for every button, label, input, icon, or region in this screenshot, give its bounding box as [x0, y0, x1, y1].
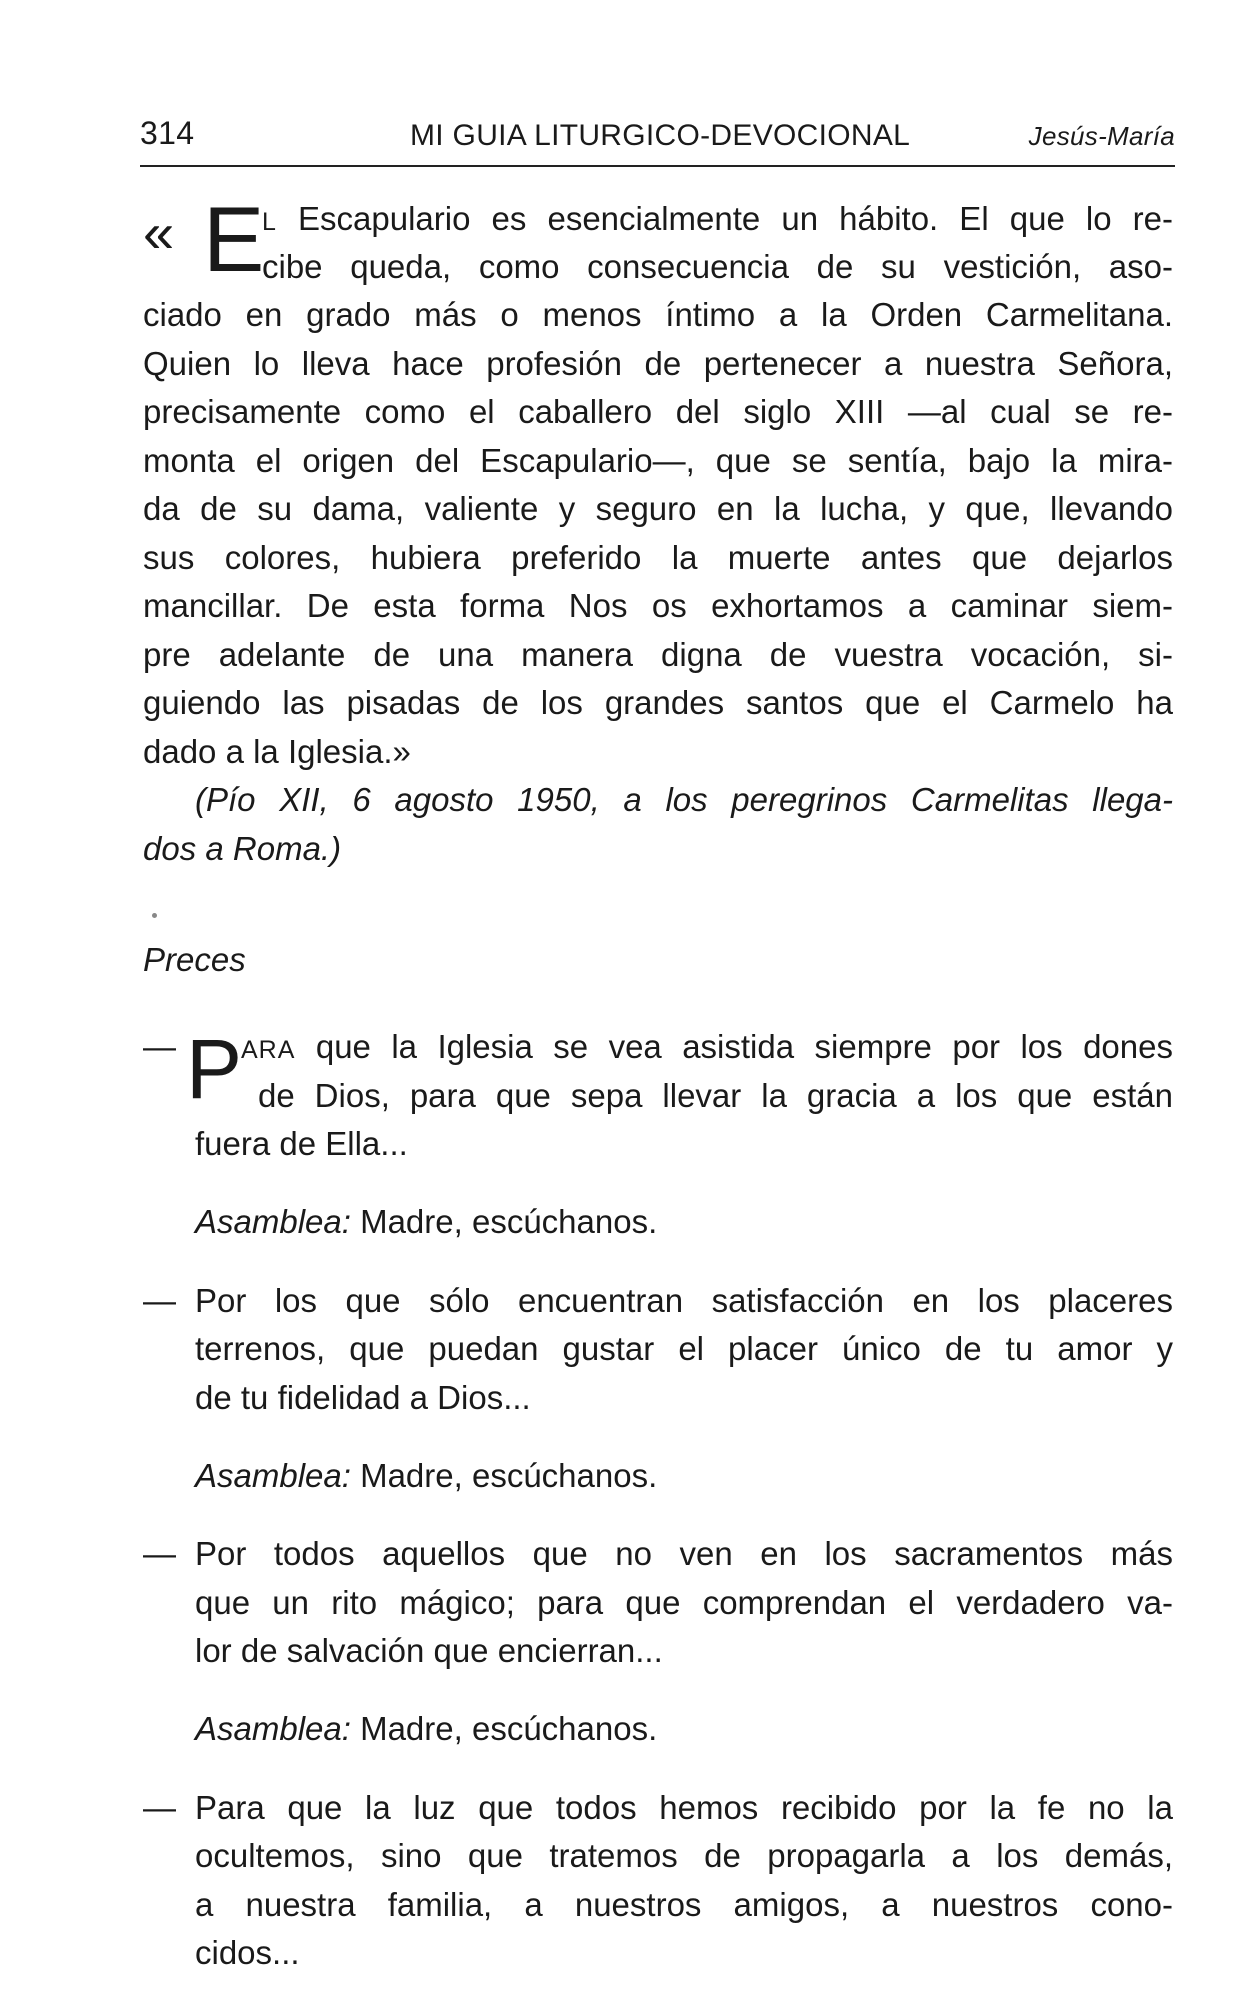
bullet-dash: — — [143, 1535, 176, 1572]
quote-line-1 — [262, 200, 1173, 241]
running-right-label: Jesús-María — [1028, 121, 1175, 151]
prayer-1-line-1-text: que la Iglesia se vea asistida siempre por los dones — [315, 1028, 1173, 1065]
response-1 — [195, 1203, 1173, 1241]
bullet-dash: — — [143, 1282, 176, 1319]
preces-heading: Preces — [143, 941, 246, 978]
drop-cap-p: P — [186, 1022, 243, 1116]
response-label: Asamblea: — [195, 1457, 351, 1494]
prayer-1-line-1 — [241, 1028, 1173, 1069]
response-label: Asamblea: — [195, 1203, 351, 1240]
quote-line: pre adelante de una manera digna de vuestra vocación, si- — [143, 636, 1173, 673]
prayer-4-line: a nuestra familia, a nuestros amigos, a nuestros cono- — [195, 1886, 1173, 1923]
quote-line: ciado en grado más o menos íntimo a la Orden Carmelitana. — [143, 296, 1173, 333]
citation-line-1: (Pío XII, 6 agosto 1950, a los peregrinos Carmelitas llega- — [195, 781, 1173, 818]
prayer-1-line-3: fuera de Ella... — [195, 1125, 408, 1162]
response-text: Madre, escúchanos. — [360, 1457, 658, 1494]
quote-line: Quien lo lleva hace profesión de pertenecer a nuestra Señora, — [143, 345, 1173, 382]
quote-line-2: cibe queda, como consecuencia de su vestición, aso- — [262, 248, 1173, 285]
citation-line-2: dos a Roma.) — [143, 830, 342, 867]
quote-line: precisamente como el caballero del siglo XIII —al cual se re- — [143, 393, 1173, 430]
prayer-4-line: ocultemos, sino que tratemos de propagarla a los demás, — [195, 1837, 1173, 1874]
running-title: MI GUIA LITURGICO-DEVOCIONAL — [410, 119, 911, 152]
speck — [152, 913, 157, 918]
prayer-4-line: cidos... — [195, 1934, 300, 1971]
prayer-2-line: de tu fidelidad a Dios... — [195, 1379, 531, 1416]
prayer-3-line: Por todos aquellos que no ven en los sacramentos más — [195, 1535, 1173, 1572]
prayer-1-line-2: de Dios, para que sepa llevar la gracia a los que están — [258, 1077, 1173, 1114]
response-2 — [195, 1457, 1173, 1495]
response-label: Asamblea: — [195, 1710, 351, 1747]
quote-last-line: dado a la Iglesia.» — [143, 733, 411, 770]
bullet-dash: — — [143, 1028, 176, 1065]
quote-line-1-text: Escapulario es esencialmente un hábito. El que lo re- — [298, 200, 1173, 237]
opening-quote-mark: « — [143, 201, 175, 264]
small-caps-ara: ARA — [241, 1036, 296, 1064]
prayer-3-line: que un rito mágico; para que comprendan el verdadero va- — [195, 1584, 1173, 1621]
quote-line: da de su dama, valiente y seguro en la lucha, y que, llevando — [143, 490, 1173, 527]
page-number: 314 — [140, 115, 195, 151]
quote-line: sus colores, hubiera preferido la muerte antes que dejarlos — [143, 539, 1173, 576]
quote-line: guiendo las pisadas de los grandes santos que el Carmelo ha — [143, 684, 1173, 721]
quote-line: mancillar. De esta forma Nos os exhortamos a caminar siem- — [143, 587, 1173, 624]
response-3 — [195, 1710, 1173, 1748]
prayer-4-line: Para que la luz que todos hemos recibido por la fe no la — [195, 1789, 1173, 1826]
bullet-dash: — — [143, 1789, 176, 1826]
small-caps-l: L — [262, 208, 277, 236]
prayer-3-line: lor de salvación que encierran... — [195, 1632, 663, 1669]
drop-cap-e: E — [203, 189, 265, 291]
running-header — [140, 115, 1175, 167]
response-text: Madre, escúchanos. — [360, 1710, 658, 1747]
prayer-2-line: Por los que sólo encuentran satisfacción en los placeres — [195, 1282, 1173, 1319]
response-text: Madre, escúchanos. — [360, 1203, 658, 1240]
prayer-2-line: terrenos, que puedan gustar el placer único de tu amor y — [195, 1330, 1173, 1367]
quote-line: monta el origen del Escapulario—, que se sentía, bajo la mira- — [143, 442, 1173, 479]
